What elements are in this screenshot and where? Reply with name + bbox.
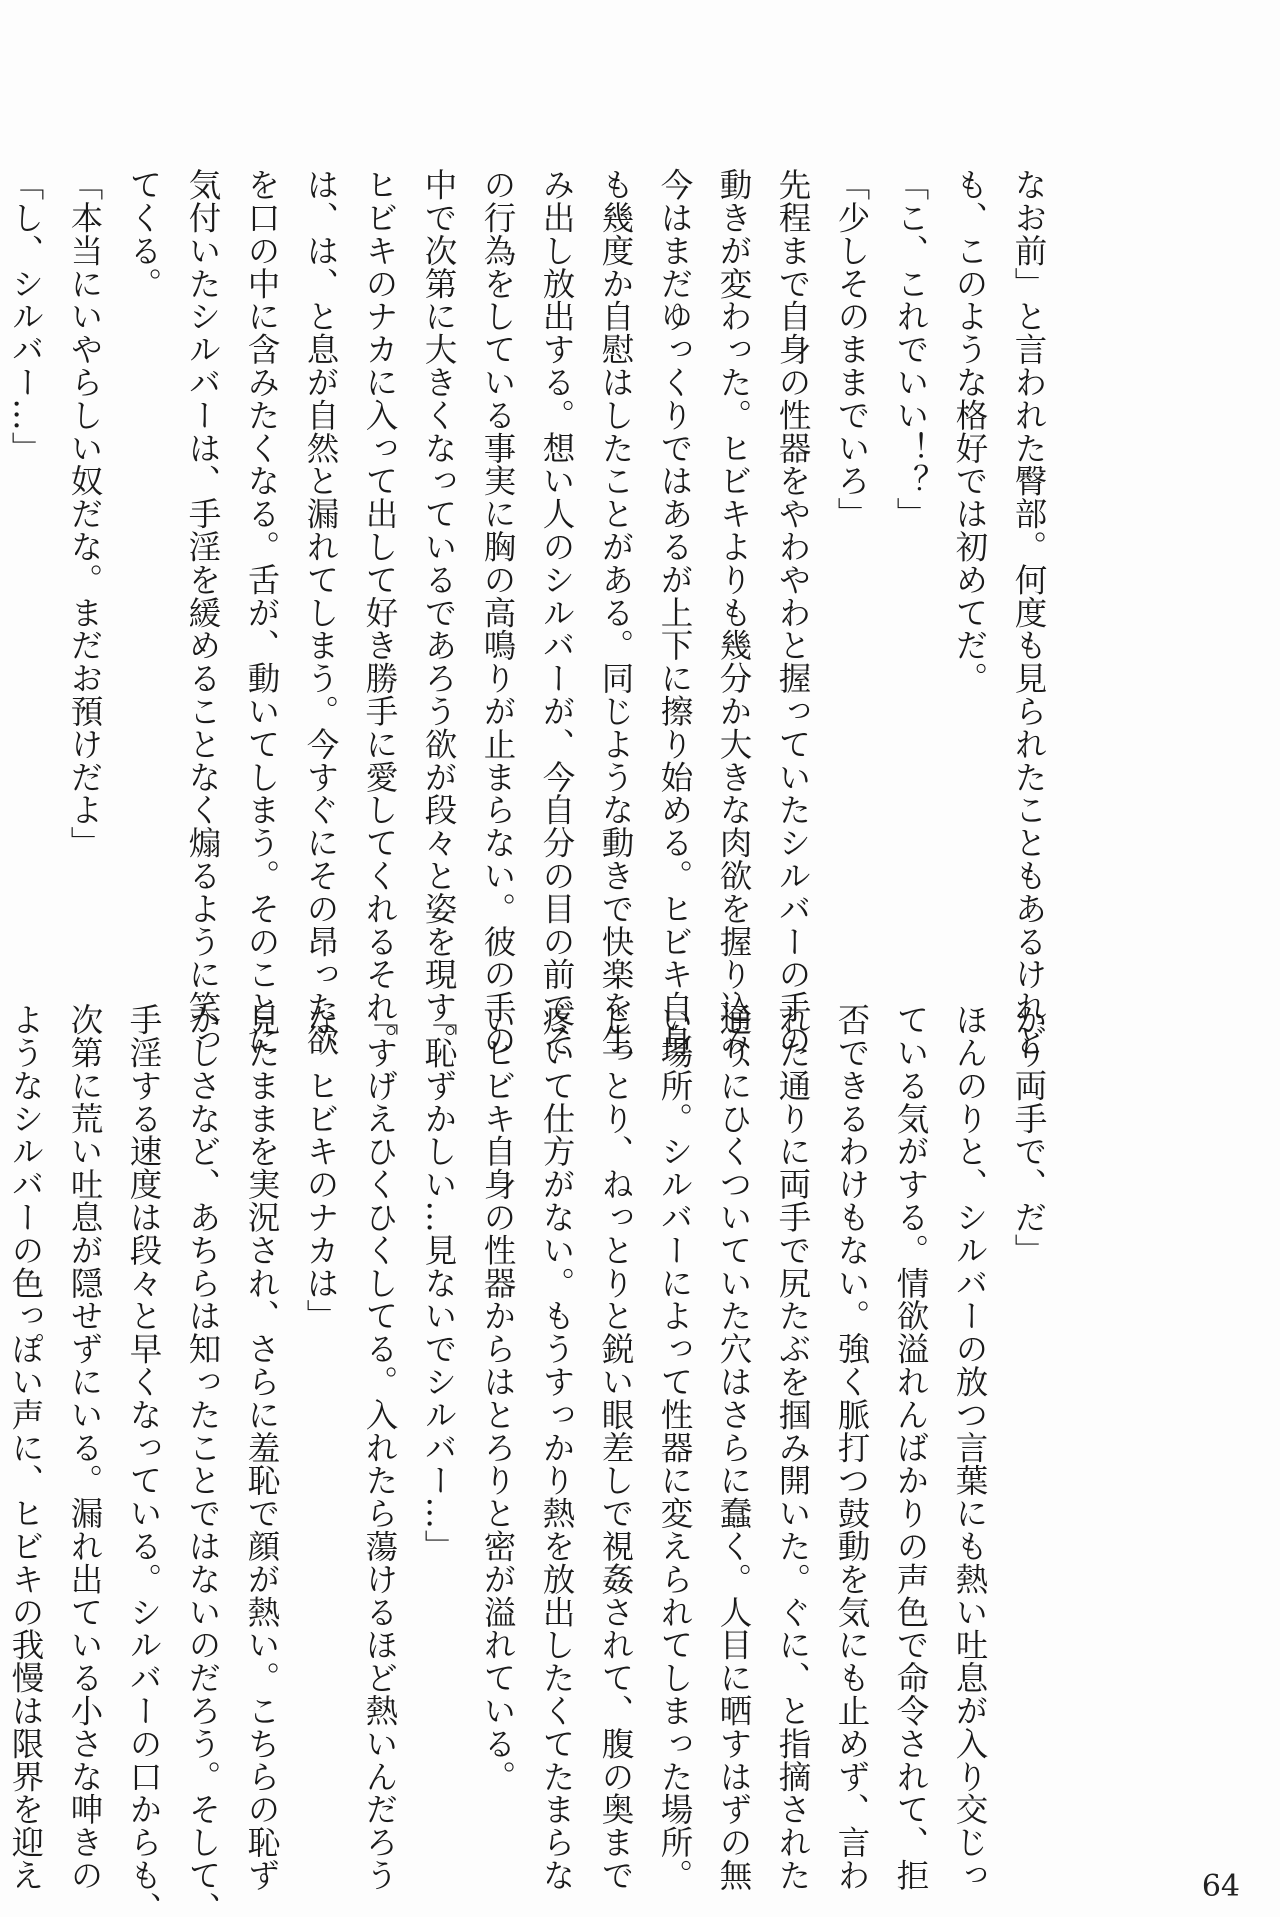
text-line: ヒビキのナカに入って出して好き勝手に愛してくれるそれ。 [361, 168, 399, 1057]
text-line: ている気がする。情欲溢れんばかりの声色で命令されて、拒 [892, 1003, 930, 1892]
text-line: 気付いたシルバーは、手淫を緩めることなく煽るように笑っ [184, 168, 222, 1057]
text-line: 疼いて仕方がない。もうすっかり熱を放出したくてたまらな [538, 1003, 576, 1892]
text-line: 「恥ずかしい…見ないでシルバー…」 [420, 1003, 458, 1563]
text-line: 通りにひくついていた穴はさらに蠢く。人目に晒すはずの無 [715, 1003, 753, 1892]
text-line: み出し放出する。想い人のシルバーが、今自分の目の前でそ [538, 168, 576, 1057]
text-line: は、は、と息が自然と漏れてしまう。今すぐにその昂った欲 [302, 168, 340, 1057]
text-line: も幾度か自慰はしたことがある。同じような動きで快楽を生 [597, 168, 635, 1057]
text-line: なお前」と言われた臀部。何度も見られたこともあるけれど [1010, 168, 1048, 1057]
text-line: 「こ、これでいい！？」 [892, 168, 930, 530]
text-line: 次第に荒い吐息が隠せずにいる。漏れ出ている小さな呻きの [66, 1003, 104, 1892]
text-line: ようなシルバーの色っぽい声に、ヒビキの我慢は限界を迎え [7, 1003, 45, 1892]
text-line: いヒビキ自身の性器からはとろりと密が溢れている。 [479, 1003, 517, 1793]
text-line: 手淫する速度は段々と早くなっている。シルバーの口からも、 [125, 1003, 163, 1924]
page-number: 64 [1201, 1869, 1240, 1904]
text-line: 今はまだゆっくりではあるが上下に擦り始める。ヒビキ自身 [656, 168, 694, 1057]
text-line: れた通りに両手で尻たぶを掴み開いた。ぐに、と指摘された [774, 1003, 812, 1892]
text-line: も、このような格好では初めてだ。 [951, 168, 989, 695]
text-line: を口の中に含みたくなる。舌が、動いてしまう。そのことに [243, 168, 281, 1057]
text-line: い場所。シルバーによって性器に変えられてしまった場所。 [656, 1003, 694, 1892]
text-line: 中で次第に大きくなっているであろう欲が段々と姿を現す。 [420, 168, 458, 1057]
text-line: の行為をしている事実に胸の高鳴りが止まらない。彼の手の [479, 168, 517, 1057]
text-line: 見たままを実況され、さらに羞恥で顔が熱い。こちらの恥ず [243, 1003, 281, 1892]
text-block-top [0, 168, 1058, 1090]
text-line: かり両手で、だ」 [1010, 1003, 1048, 1267]
text-line: 動きが変わった。ヒビキよりも幾分か大きな肉欲を握り込み、 [715, 168, 753, 1090]
text-line: 先程まで自身の性器をやわやわと握っていたシルバーの手の [774, 168, 812, 1057]
text-line: 「すげえひくひくしてる。入れたら蕩けるほど熱いんだろう [361, 1003, 399, 1892]
text-line: てくる。 [125, 168, 163, 300]
text-line: 否できるわけもない。強く脈打つ鼓動を気にも止めず、言わ [833, 1003, 871, 1892]
text-line: な、ヒビキのナカは」 [302, 1003, 340, 1332]
text-block-bottom [0, 1003, 1058, 1924]
text-line: 「少しそのままでいろ」 [833, 168, 871, 530]
text-line: 「し、シルバー…」 [7, 168, 45, 465]
text-line: 「本当にいやらしい奴だな。まだお預けだよ」 [66, 168, 104, 859]
text-line: ほんのりと、シルバーの放つ言葉にも熱い吐息が入り交じっ [951, 1003, 989, 1892]
text-line: じっとり、ねっとりと鋭い眼差しで視姦されて、腹の奥まで [597, 1003, 635, 1892]
text-line: かしさなど、あちらは知ったことではないのだろう。そして、 [184, 1003, 222, 1924]
